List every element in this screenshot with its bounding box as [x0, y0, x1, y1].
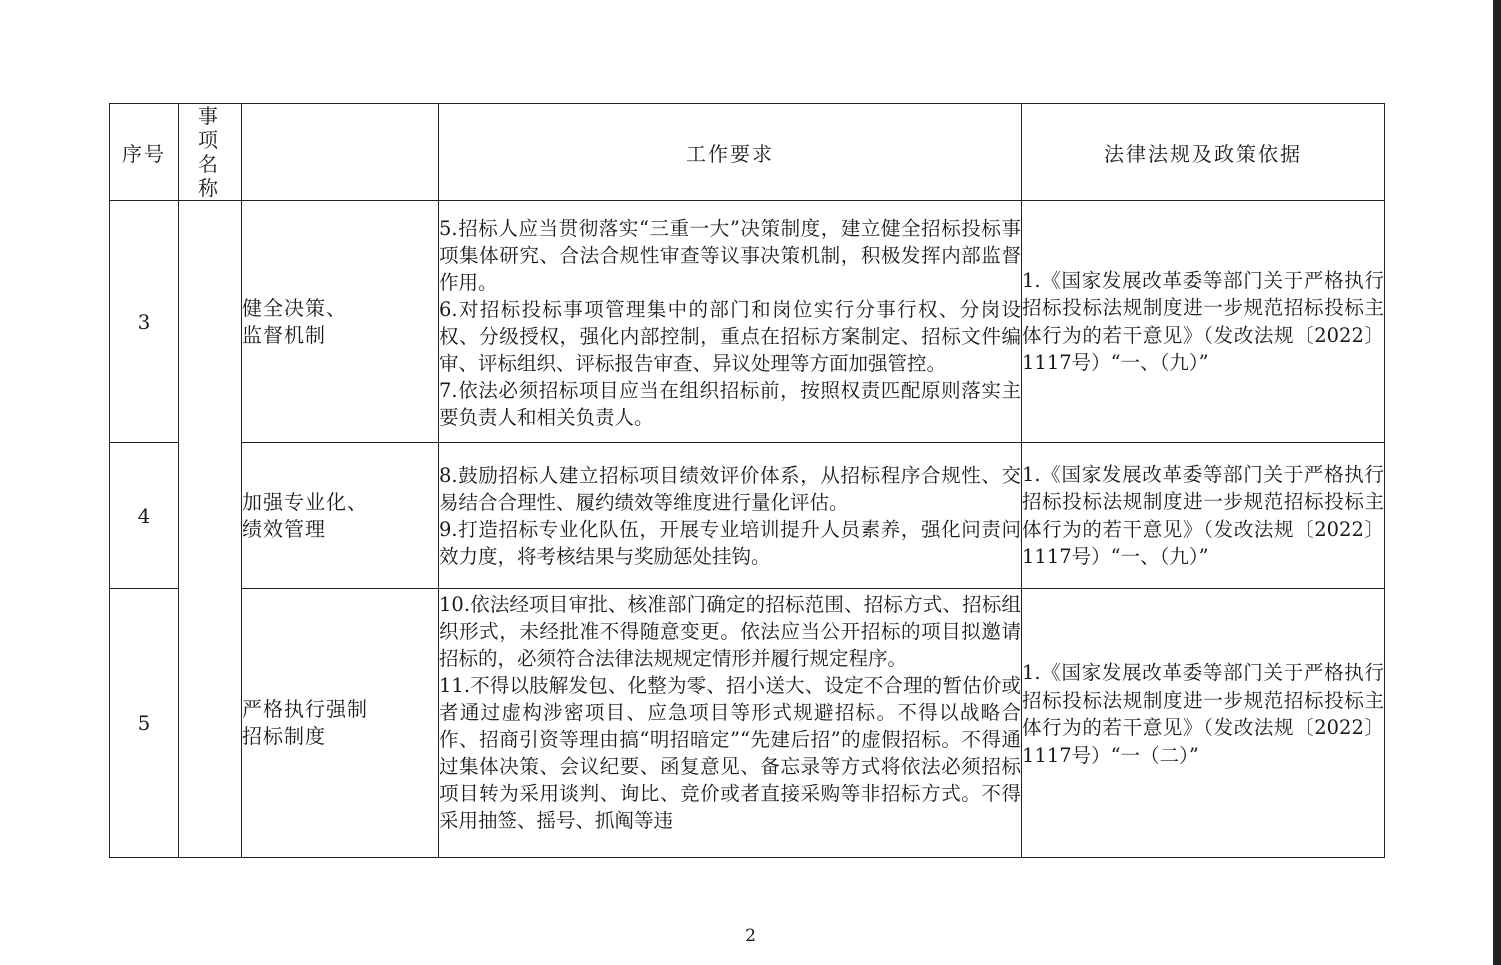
row-basis — [1022, 589, 1385, 858]
row-seq: 3 — [110, 201, 179, 443]
table-header-row — [110, 104, 1385, 201]
basis-text: 1.《国家发展改革委等部门关于严格执行招标投标法规制度进一步规范招标投标主体行为的若干意见》（发改法规〔2022〕1117号）“一、（九）” — [1022, 462, 1384, 568]
page-number: 2 — [745, 926, 756, 946]
row-item-line: 严格执行强制 — [242, 697, 368, 721]
row-seq: 4 — [110, 443, 179, 589]
requirements-clip — [439, 591, 1021, 857]
requirement-item: 6.对招标投标事项管理集中的部门和岗位实行分事行权、分岗设权、分级授权，强化内部控制，重点在招标方案制定、招标文件编审、评标组织、评标报告审查、异议处理等方面加强管控。 — [439, 297, 1021, 375]
row-item-line: 监督机制 — [242, 322, 326, 347]
header-item-name — [179, 104, 242, 201]
header-requirements: 工作要求 — [439, 104, 1022, 201]
row-requirements — [439, 443, 1022, 589]
row-requirements — [439, 589, 1022, 858]
merged-name-cell — [179, 201, 242, 858]
requirement-item: 9.打造招标专业化队伍，开展专业培训提升人员素养，强化问责问效力度，将考核结果与奖励惩处挂钩。 — [439, 517, 1021, 568]
row-item-line: 健全决策、 — [242, 295, 347, 320]
header-item-name-text: 事项名称 — [198, 104, 222, 200]
row-seq: 5 — [110, 589, 179, 858]
row-basis — [1022, 443, 1385, 589]
requirement-item: 7.依法必须招标项目应当在组织招标前，按照权责匹配原则落实主要负责人和相关负责人。 — [439, 378, 1021, 429]
row-item — [242, 443, 439, 589]
requirement-item: 11.不得以肢解发包、化整为零、招小送大、设定不合理的暂估价或者通过虚构涉密项目、应急项目等形式规避招标。不得以战略合作、招商引资等理由搞“明招暗定”“先建后招”的虚假招标。不得通过集体决策、会议纪要、函复意见、备忘录等方式将依法必须招标项目转为采用谈判、询比、竞价或者直接采购等非招标方式。不得采用抽签、摇号、抓阄等违 — [439, 674, 1021, 832]
row-requirements — [439, 201, 1022, 443]
row-item — [242, 589, 439, 858]
table-row — [110, 443, 1385, 589]
row-item-line: 招标制度 — [242, 724, 326, 748]
requirement-item: 5.招标人应当贯彻落实“三重一大”决策制度，建立健全招标投标事项集体研究、合法合规性审查等议事决策机制，积极发挥内部监督作用。 — [439, 216, 1021, 294]
row-basis — [1022, 201, 1385, 443]
row-item-line: 绩效管理 — [242, 516, 326, 541]
table-row — [110, 201, 1385, 443]
requirement-item: 8.鼓励招标人建立招标项目绩效评价体系，从招标程序合规性、交易结合合理性、履约绩效等维度进行量化评估。 — [439, 463, 1021, 514]
requirements-table — [109, 103, 1385, 858]
row-item — [242, 201, 439, 443]
header-basis: 法律法规及政策依据 — [1022, 104, 1385, 201]
row-item-line: 加强专业化、 — [242, 489, 368, 514]
requirement-item: 10.依法经项目审批、核准部门确定的招标范围、招标方式、招标组织形式，未经批准不得随意变更。依法应当公开招标的项目拟邀请招标的，必须符合法律法规规定情形并履行规定程序。 — [439, 593, 1021, 670]
table-row — [110, 589, 1385, 858]
basis-text: 1.《国家发展改革委等部门关于严格执行招标投标法规制度进一步规范招标投标主体行为的若干意见》（发改法规〔2022〕1117号）“一、（九）” — [1022, 268, 1384, 374]
header-seq: 序号 — [110, 104, 179, 201]
scan-edge — [1493, 0, 1501, 965]
basis-text: 1.《国家发展改革委等部门关于严格执行招标投标法规制度进一步规范招标投标主体行为的若干意见》（发改法规〔2022〕1117号）“一（二）” — [1022, 661, 1384, 767]
header-blank — [242, 104, 439, 201]
